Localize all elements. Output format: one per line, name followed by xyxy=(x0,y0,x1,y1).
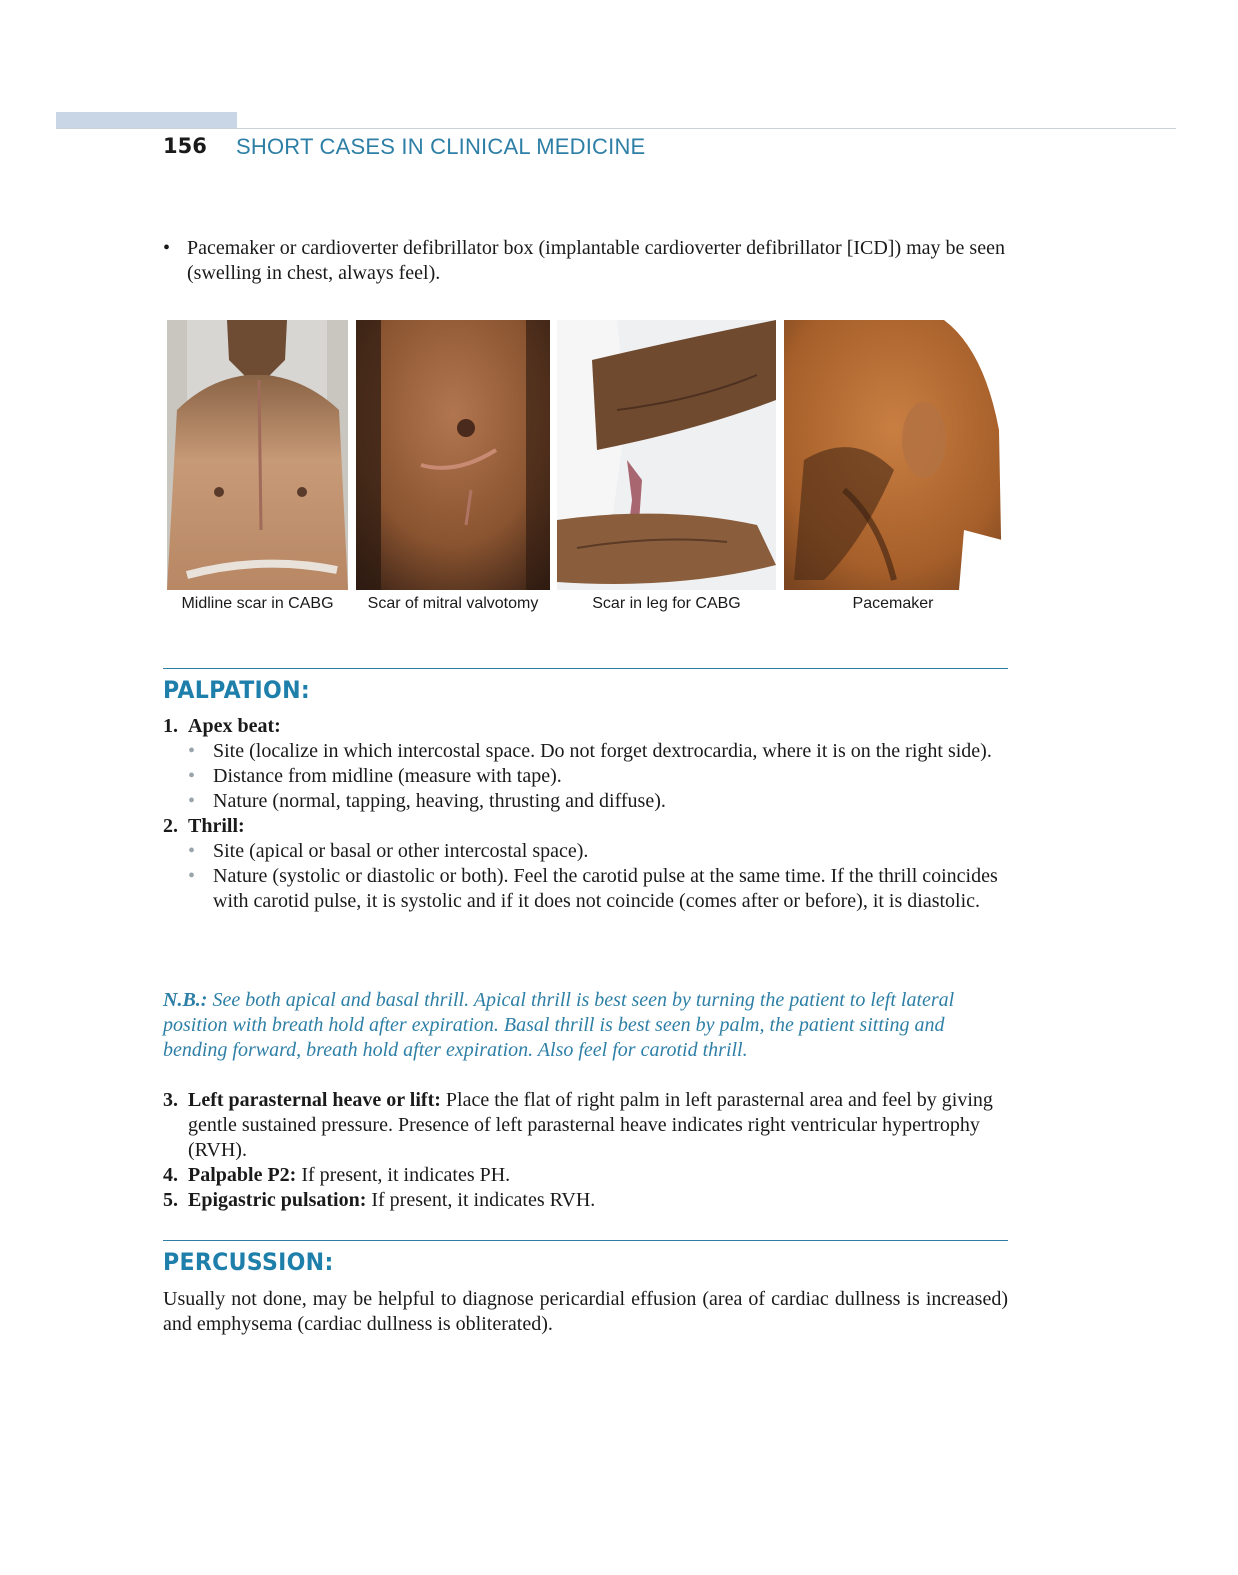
percussion-text: Usually not done, may be helpful to diagnose pericardial effusion (area of cardiac dullness is increased) and emphysema (cardiac dullness is obliterated). xyxy=(163,1288,1008,1335)
item-number: 2. xyxy=(163,815,178,837)
item-number: 4. xyxy=(163,1164,178,1186)
palpation-list xyxy=(163,714,1008,914)
palpation-list-continued xyxy=(163,1088,1008,1213)
sub-item xyxy=(163,839,1008,864)
bullet-icon: • xyxy=(188,790,196,812)
header-rule xyxy=(56,128,1176,129)
bullet-icon: • xyxy=(188,740,196,762)
sub-item xyxy=(163,739,1008,764)
item-heading: Epigastric pulsation: xyxy=(188,1189,367,1211)
sub-item-text: Site (localize in which intercostal space. Do not forget dextrocardia, where it is on the right side). xyxy=(213,740,992,762)
item-heading: Palpable P2: xyxy=(188,1164,297,1186)
list-item xyxy=(163,714,1008,739)
page-number: 156 xyxy=(163,134,207,158)
list-item xyxy=(163,1188,1008,1213)
figure-caption: Scar in leg for CABG xyxy=(592,595,741,612)
item-text: If present, it indicates RVH. xyxy=(366,1189,596,1211)
figure-caption: Midline scar in CABG xyxy=(181,595,334,612)
leg-scar-photo xyxy=(557,320,776,590)
item-number: 5. xyxy=(163,1189,178,1211)
intro-text: Pacemaker or cardioverter defibrillator box (implantable cardioverter defibrillator [ICD]) may be seen (swelling in chest, always feel). xyxy=(187,237,1005,284)
bullet-icon: • xyxy=(188,865,196,887)
note-lead: N.B.: xyxy=(163,989,208,1011)
pacemaker-chest-photo xyxy=(784,320,1002,590)
sub-item xyxy=(163,764,1008,789)
intro-paragraph xyxy=(163,236,1008,286)
item-heading: Left parasternal heave or lift: xyxy=(188,1089,441,1111)
bullet-icon: • xyxy=(163,237,171,259)
item-number: 1. xyxy=(163,715,178,737)
item-text: Place the flat of right palm in left parasternal area and feel by giving gentle sustained pressure. Presence of left parasternal heave indicates right ventricular hypertrophy (RVH). xyxy=(188,1089,993,1161)
item-heading: Thrill: xyxy=(188,815,245,837)
note-text: See both apical and basal thrill. Apical thrill is best seen by turning the patient to left lateral position with breath hold after expiration. Basal thrill is best seen by palm, the patient sitting and bending forward, breath hold after expiration. Also feel for carotid thrill. xyxy=(163,989,955,1061)
list-item xyxy=(163,814,1008,839)
sub-item-text: Distance from midline (measure with tape). xyxy=(213,765,562,787)
sub-item xyxy=(163,864,1008,914)
figure-caption: Scar of mitral valvotomy xyxy=(367,595,539,612)
section-rule xyxy=(163,1240,1008,1241)
item-heading: Apex beat: xyxy=(188,715,281,737)
bullet-icon: • xyxy=(188,840,196,862)
running-title: SHORT CASES IN CLINICAL MEDICINE xyxy=(236,134,646,159)
section-title-percussion: PERCUSSION: xyxy=(163,1248,334,1276)
chest-midline-scar-photo xyxy=(167,320,348,590)
header-accent-bar xyxy=(56,112,237,129)
sub-item-text: Nature (normal, tapping, heaving, thrusting and diffuse). xyxy=(213,790,666,812)
sub-item-text: Site (apical or basal or other intercostal space). xyxy=(213,840,589,862)
bullet-icon: • xyxy=(188,765,196,787)
item-text: If present, it indicates PH. xyxy=(296,1164,511,1186)
sub-item-text: Nature (systolic or diastolic or both). Feel the carotid pulse at the same time. If the thrill coincides with carotid pulse, it is systolic and if it does not coincide (comes after or before), it is diastolic. xyxy=(213,865,998,912)
lateral-chest-scar-photo xyxy=(356,320,550,590)
section-title-palpation: PALPATION: xyxy=(163,676,310,704)
sub-item xyxy=(163,789,1008,814)
figure-strip xyxy=(0,320,1238,620)
nb-note xyxy=(163,988,1008,1063)
list-item xyxy=(163,1163,1008,1188)
list-item xyxy=(163,1088,1008,1163)
item-number: 3. xyxy=(163,1089,178,1111)
figure-caption: Pacemaker xyxy=(852,595,934,612)
section-rule xyxy=(163,668,1008,669)
